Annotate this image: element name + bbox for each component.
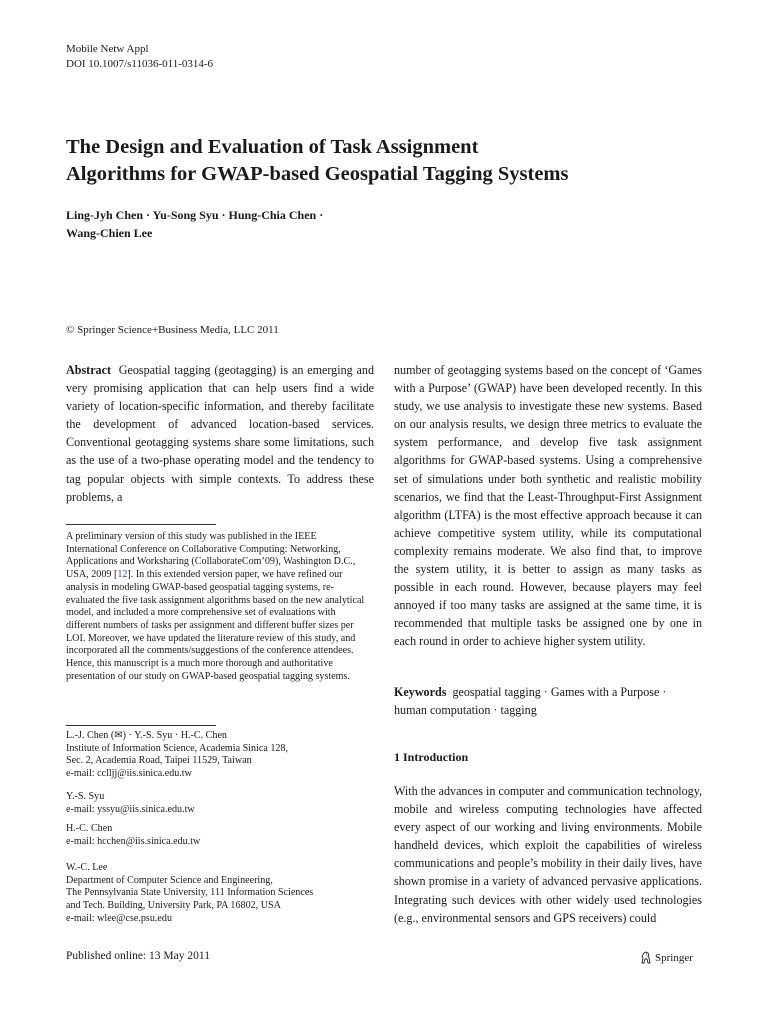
footnote-text-before: A preliminary version of this study was published in the IEEE International Conference on Collaborative Computing: Networking, Applications and Worksharing (CollaborateCom’09), Washington D.C., USA, 2009 [: [66, 531, 356, 581]
affiliation-block-4: [66, 862, 366, 926]
author-list: [66, 206, 486, 242]
affiliation-1-address: Sec. 2, Academia Road, Taipei 11529, Taiwan: [66, 755, 252, 767]
keywords: [394, 683, 702, 719]
affiliation-block-1: [66, 730, 366, 781]
affiliation-block-2: [66, 791, 366, 816]
authors-line-1: Ling-Jyh Chen · Yu-Song Syu · Hung-Chia Chen ·: [66, 208, 324, 222]
abstract-label: Abstract: [66, 363, 112, 377]
citation-link[interactable]: 12: [117, 569, 128, 581]
abstract-right-column: number of geotagging systems based on the concept of ‘Games with a Purpose’ (GWAP) have been developed recently. In this study, we use analysis to investigate these new systems. Based on our analysis results, we design three metrics to evaluate the system performance, and develop five task assignment algorithms for GWAP-based systems. Using a comprehensive set of simulations under both synthetic and realistic mobility scenarios, we find that the Least-Throughput-First Assignment algorithm (LTFA) is the most effective approach because it can achieve competitive system utility, while its computational complexity remains moderate. We also find that, to improve the system utility, it is better to assign as many tasks as possible in each round. However, because players may feel annoyed if too many tasks are assigned at the same time, it is recommended that multiple tasks be assigned one by one in each round in order to achieve higher system utility.: [394, 363, 702, 649]
abstract-left-column: [66, 361, 374, 506]
journal-name: Mobile Netw Appl: [66, 43, 149, 55]
affiliation-2-name: Y.-S. Syu: [66, 791, 105, 802]
section-heading-introduction: 1 Introduction: [394, 750, 469, 764]
affiliation-1-names: L.-J. Chen (✉) · Y.-S. Syu · H.-C. Chen: [66, 730, 227, 741]
publisher-name: Springer: [655, 951, 693, 964]
copyright-notice: © Springer Science+Business Media, LLC 2011: [66, 324, 279, 336]
affiliation-4-name: W.-C. Lee: [66, 862, 108, 873]
publication-date: Published online: 13 May 2011: [66, 950, 210, 962]
paper-title: [66, 134, 726, 188]
affiliation-block-3: [66, 823, 366, 848]
doi: DOI 10.1007/s11036-011-0314-6: [66, 58, 214, 70]
publisher-logo: [640, 951, 693, 964]
affiliation-divider: [66, 725, 216, 726]
authors-line-2: Wang-Chien Lee: [66, 226, 153, 240]
affiliation-1-institution: Institute of Information Science, Academia Sinica 128,: [66, 742, 288, 754]
keywords-line-1: geospatial tagging · Games with a Purpose ·: [452, 685, 667, 699]
title-line-2: Algorithms for GWAP-based Geospatial Tagging Systems: [66, 163, 569, 185]
keywords-label: Keywords: [394, 685, 447, 699]
abstract-text-left: Geospatial tagging (geotagging) is an emerging and very promising application that can help users find a wide variety of location-specific information, and thereby facilitate the development of advanced location-based services. Conventional geotagging systems share some limitations, such as the use of a two-phase operating model and the tendency to tag popular objects with simple contexts. To address these problems, a: [66, 363, 374, 504]
affiliation-4-address: and Tech. Building, University Park, PA 16802, USA: [66, 900, 281, 912]
affiliation-4-university: The Pennsylvania State University, 111 Information Sciences: [66, 887, 314, 899]
footnote-divider: [66, 524, 216, 525]
affiliation-1-email[interactable]: e-mail: cclljj@iis.sinica.edu.tw: [66, 768, 192, 780]
affiliation-4-department: Department of Computer Science and Engineering,: [66, 874, 273, 886]
footnote-text-after: ]. In this extended version paper, we have refined our analysis in modeling GWAP-based geospatial tagging systems, re-evaluated the five task assignment algorithms based on the new analytical model, and included a more comprehensive set of evaluations with different numbers of tasks per assignment and different buffer sizes per LOI. Moreover, we have updated the literature review of this study, and incorporated all the comments/suggestions of the conference attendees. Hence, this manuscript is a much more thorough and authoritative presentation of our study on GWAP-based geospatial tagging systems.: [66, 569, 365, 682]
footnote: [66, 531, 366, 683]
introduction-text: With the advances in computer and communication technology, mobile and wireless computing technologies have affected every aspect of our working and living environments. Mobile handheld devices, which exploit the capabilities of wireless communications and people’s mobility in their daily lives, have shown promise in a variety of advanced pervasive applications. Integrating such devices with other widely used technologies (e.g., environmental sensors and GPS receivers) could: [394, 784, 702, 925]
keywords-line-2: human computation · tagging: [394, 703, 537, 718]
springer-horse-icon: [640, 951, 652, 964]
affiliation-4-email[interactable]: e-mail: wlee@cse.psu.edu: [66, 912, 172, 924]
affiliation-3-email[interactable]: e-mail: hcchen@iis.sinica.edu.tw: [66, 835, 201, 847]
affiliation-3-name: H.-C. Chen: [66, 823, 113, 834]
affiliation-2-email[interactable]: e-mail: yssyu@iis.sinica.edu.tw: [66, 803, 195, 815]
title-line-1: The Design and Evaluation of Task Assignment: [66, 136, 479, 158]
journal-header: [66, 42, 213, 72]
